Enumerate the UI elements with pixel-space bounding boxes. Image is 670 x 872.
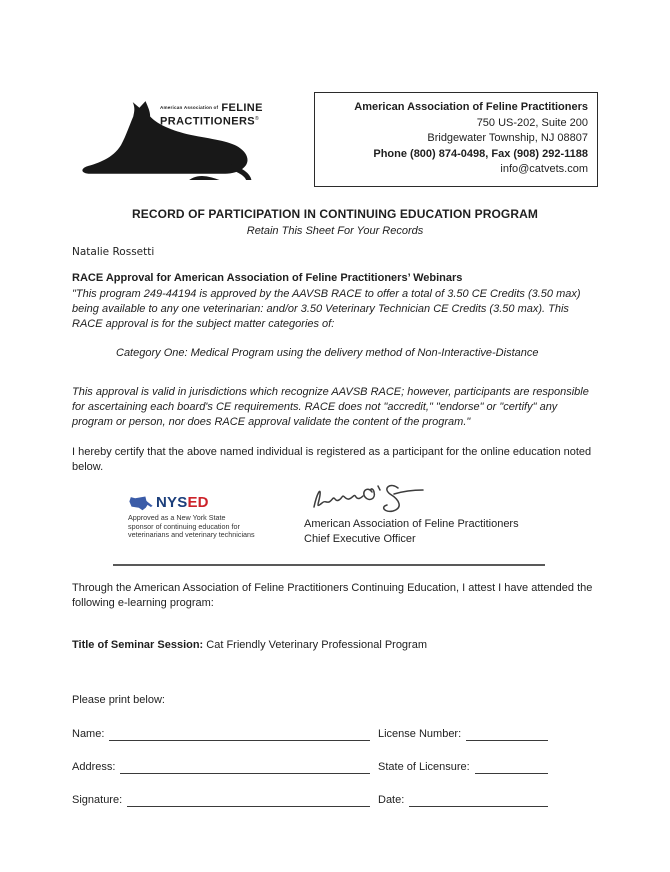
signature-field-label: Signature:	[72, 794, 123, 806]
name-field-label: Name:	[72, 728, 105, 740]
email-line: info@catvets.com	[500, 163, 588, 175]
ny-state-icon	[128, 495, 154, 511]
race-approval-text: "This program 249-44194 is approved by the AAVSB RACE to offer a total of 3.50 CE Credits (3.50 max) being available to any one veterinarian: and/or 3.50 Veterinary Technician CE Credits (3.50 max). This RACE approval is for the subject matter categories of:	[72, 288, 581, 330]
signatory-org: American Association of Feline Practitioners	[304, 518, 519, 530]
signatory-role: Chief Executive Officer	[304, 533, 416, 545]
address-field-line	[120, 761, 370, 774]
nysed-logo	[128, 495, 278, 511]
handwritten-signature	[310, 479, 426, 515]
phone-fax-line: Phone (800) 874-0498, Fax (908) 292-1188	[373, 147, 588, 160]
participant-name: Natalie Rossetti	[72, 246, 155, 258]
document-header	[72, 92, 598, 186]
signature-block	[304, 479, 519, 551]
signature-row	[72, 479, 598, 551]
seminar-title-value: Cat Friendly Veterinary Professional Program	[203, 639, 427, 651]
address-line-2: Bridgewater Township, NJ 08807	[427, 132, 588, 144]
license-field-line	[466, 728, 548, 741]
document-title: RECORD OF PARTICIPATION IN CONTINUING EDUCATION PROGRAM	[132, 207, 538, 221]
license-field-label: License Number:	[378, 728, 462, 740]
nysed-text-ed: ED	[187, 494, 209, 511]
address-box	[314, 92, 598, 187]
aafp-logo-text	[160, 102, 264, 128]
aafp-logo	[78, 98, 268, 184]
race-validity-text: This approval is valid in jurisdictions which recognize AAVSB RACE; however, participants are responsible for ascertaining each board's CE requirements. RACE does not "accredit," "endorse" or "certify" any program or person, nor does RACE approval validate the content of the program."	[72, 386, 589, 428]
nysed-tagline-line1: Approved as a New York State	[128, 513, 226, 522]
form-row-2	[72, 760, 598, 774]
state-field-line	[475, 761, 548, 774]
state-field-label: State of Licensure:	[378, 761, 470, 773]
nysed-block	[128, 495, 278, 551]
section-divider	[113, 564, 545, 566]
form-row-1	[72, 727, 598, 741]
nysed-tagline	[128, 514, 278, 540]
race-heading: RACE Approval for American Association of Feline Practitioners’ Webinars	[72, 272, 463, 284]
name-field-line	[109, 728, 370, 741]
certification-statement: I hereby certify that the above named individual is registered as a participant for the online education noted below.	[72, 446, 592, 473]
date-field-label: Date:	[378, 794, 405, 806]
nysed-tagline-line2: sponsor of continuing education for	[128, 521, 240, 531]
seminar-title-line	[72, 638, 598, 653]
form-row-3	[72, 793, 598, 807]
logo-org-small: American Association of	[160, 105, 219, 110]
logo-practitioners: PRACTITIONERS	[160, 115, 256, 128]
nysed-tagline-line3: veterinarians and veterinary technicians	[128, 530, 255, 540]
logo-feline: FELINE	[221, 102, 263, 114]
print-instruction: Please print below:	[72, 694, 165, 706]
address-line-1: 750 US-202, Suite 200	[476, 116, 588, 129]
signature-field-line	[127, 794, 370, 807]
seminar-title-label: Title of Seminar Session:	[72, 639, 204, 651]
org-name: American Association of Feline Practitioners	[354, 101, 588, 113]
nysed-text-nys: NYS	[156, 494, 188, 511]
registered-mark: ®	[255, 116, 259, 122]
race-category-line: Category One: Medical Program using the delivery method of Non-Interactive-Distance	[116, 347, 539, 359]
address-field-label: Address:	[72, 761, 116, 773]
date-field-line	[409, 794, 548, 807]
document-subtitle: Retain This Sheet For Your Records	[246, 225, 424, 237]
attestation-text: Through the American Association of Feline Practitioners Continuing Education, I attest I have attended the following e-learning program:	[72, 582, 593, 609]
